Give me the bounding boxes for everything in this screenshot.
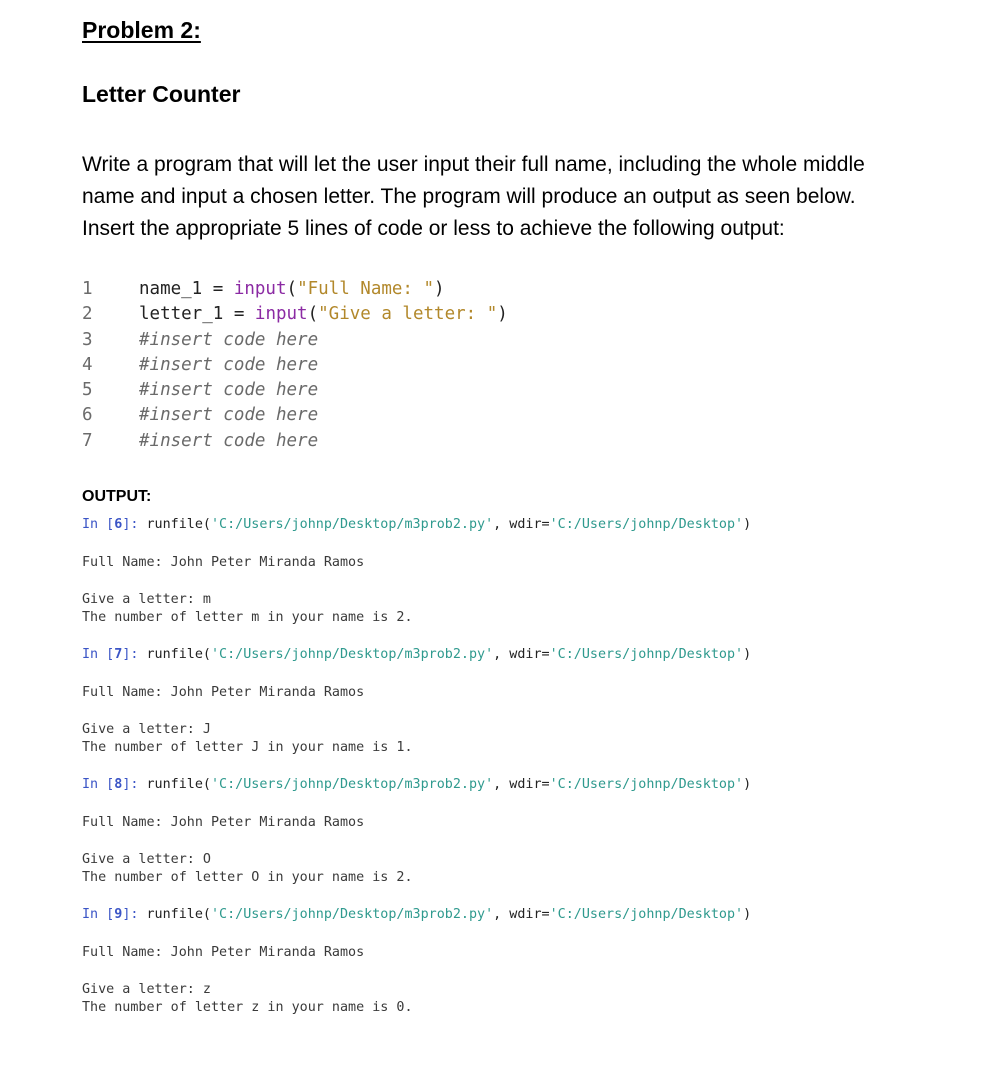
runfile-call: runfile( [146,777,211,792]
runfile-call-end: ) [743,647,752,662]
result-output: The number of letter m in your name is 2. [82,610,413,625]
code-variable: letter_1 = [139,304,255,325]
in-prompt-close: ]: [122,777,147,792]
code-string: "Full Name: " [297,279,435,299]
code-comment: #insert code here [139,329,319,350]
dir-path-string: 'C:/Users/johnp/Desktop' [549,647,744,662]
line-number: 3 [82,329,93,350]
give-letter-output: Give a letter: J [82,722,211,737]
result-output: The number of letter J in your name is 1. [82,740,413,755]
wdir-arg: , wdir= [493,777,550,792]
instructions-paragraph [82,149,962,245]
line-number: 2 [82,304,93,325]
line-number: 7 [82,430,93,451]
runfile-call-end: ) [743,777,752,792]
output-label: OUTPUT: [82,488,152,505]
code-text [139,302,508,327]
section-title: Letter Counter [82,81,241,107]
runfile-call: runfile( [146,517,211,532]
instruction-line: Insert the appropriate 5 lines of code or less to achieve the following output: [82,217,785,240]
code-function: input [254,304,308,325]
runfile-call-end: ) [743,907,752,922]
give-letter-output: Give a letter: m [82,592,211,607]
console-input-line [82,906,751,924]
code-string: "Give a letter: " [318,304,498,325]
in-prompt: In [ [82,647,115,662]
code-paren: ) [434,279,445,299]
in-prompt-close: ]: [122,907,147,922]
wdir-arg: , wdir= [493,647,550,662]
code-comment: #insert code here [139,354,319,375]
code-line [82,378,782,403]
give-letter-output: Give a letter: z [82,982,211,997]
dir-path-string: 'C:/Users/johnp/Desktop' [549,517,744,532]
file-path-string: 'C:/Users/johnp/Desktop/m3prob2.py' [211,647,494,662]
code-line [82,403,782,428]
code-line [82,277,782,302]
code-paren: ) [497,304,508,325]
in-number: 9 [114,907,123,922]
in-prompt: In [ [82,907,115,922]
code-line [82,429,782,454]
problem-title: Problem 2: [82,17,201,43]
instruction-line: Write a program that will let the user input their full name, including the whole middle [82,153,865,176]
full-name-output: Full Name: John Peter Miranda Ramos [82,685,365,700]
in-prompt: In [ [82,517,115,532]
file-path-string: 'C:/Users/johnp/Desktop/m3prob2.py' [211,517,494,532]
line-number: 1 [82,279,93,299]
code-comment: #insert code here [139,405,319,426]
in-prompt: In [ [82,777,115,792]
in-number: 7 [114,647,123,662]
in-prompt-close: ]: [122,647,147,662]
full-name-output: Full Name: John Peter Miranda Ramos [82,945,365,960]
console-input-line [82,516,751,534]
console-input-line [82,646,751,664]
dir-path-string: 'C:/Users/johnp/Desktop' [549,777,744,792]
console-input-line [82,776,751,794]
in-number: 8 [114,777,123,792]
code-line [82,302,782,327]
code-function: input [233,279,287,299]
code-line [82,328,782,353]
code-paren: ( [307,304,319,325]
line-number: 4 [82,354,93,375]
instruction-line: name and input a chosen letter. The program will produce an output as seen below. [82,185,856,208]
wdir-arg: , wdir= [493,517,550,532]
code-block [82,277,782,454]
line-number: 5 [82,380,93,401]
code-comment: #insert code here [139,430,319,451]
wdir-arg: , wdir= [493,907,550,922]
runfile-call: runfile( [146,907,211,922]
full-name-output: Full Name: John Peter Miranda Ramos [82,815,365,830]
code-text [139,277,445,302]
runfile-call-end: ) [743,517,752,532]
code-comment: #insert code here [139,380,319,401]
line-number: 6 [82,405,93,426]
give-letter-output: Give a letter: O [82,852,211,867]
runfile-call: runfile( [146,647,211,662]
file-path-string: 'C:/Users/johnp/Desktop/m3prob2.py' [211,777,494,792]
result-output: The number of letter z in your name is 0. [82,1000,413,1015]
code-variable: name_1 = [139,279,234,299]
file-path-string: 'C:/Users/johnp/Desktop/m3prob2.py' [211,907,494,922]
in-number: 6 [114,517,123,532]
full-name-output: Full Name: John Peter Miranda Ramos [82,555,365,570]
dir-path-string: 'C:/Users/johnp/Desktop' [549,907,744,922]
code-line [82,353,782,378]
in-prompt-close: ]: [122,517,147,532]
code-paren: ( [286,279,298,299]
result-output: The number of letter O in your name is 2. [82,870,413,885]
